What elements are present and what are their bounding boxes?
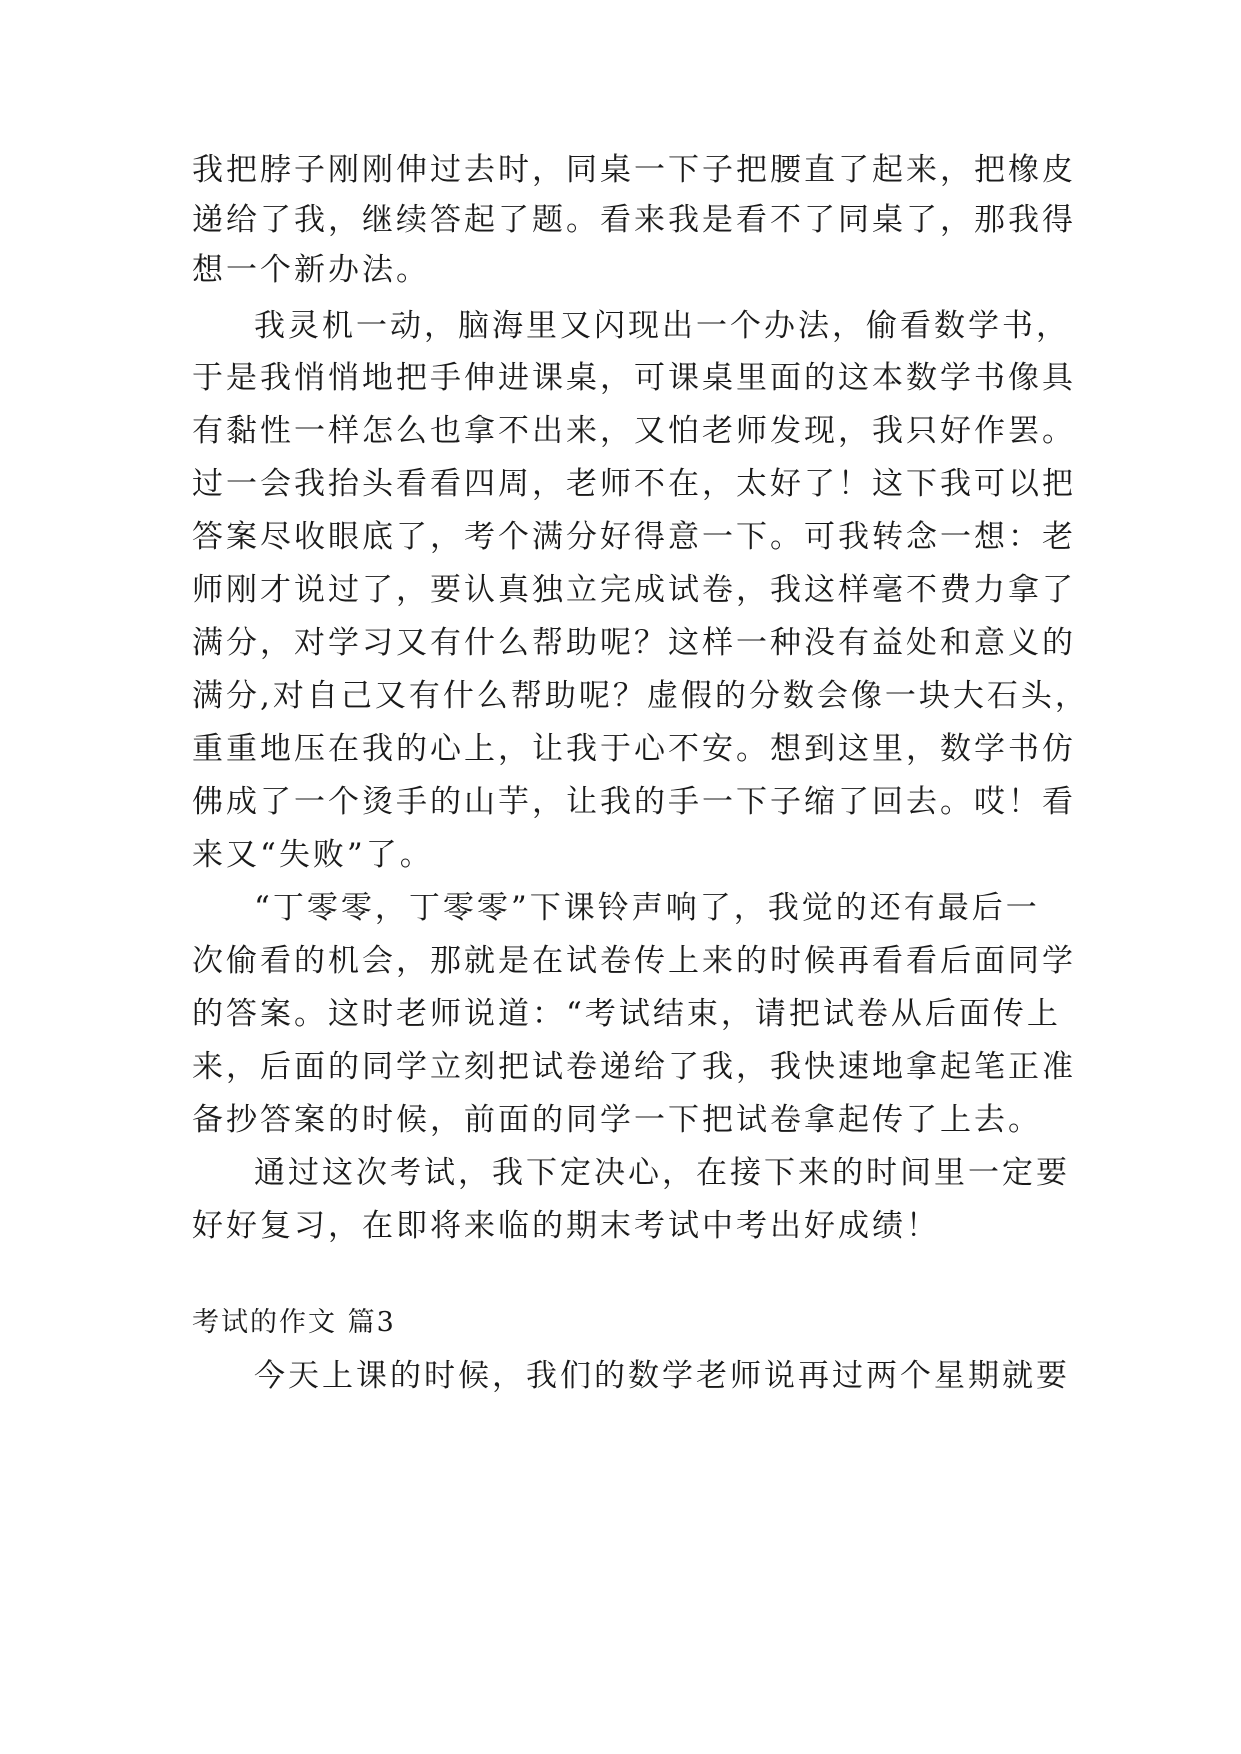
paragraph-first-line: 今天上课的时候，我们的数学老师说再过两个星期就要 (254, 1358, 1070, 1394)
text-line: 想一个新办法。 (192, 252, 430, 288)
text-line: 的答案。这时老师说道：“考试结束，请把试卷从后面传上 (192, 996, 1061, 1032)
paragraph-first-line: “丁零零，丁零零”下课铃声响了，我觉的还有最后一 (254, 890, 1040, 926)
text-line: 我把脖子刚刚伸过去时，同桌一下子把腰直了起来，把橡皮 (192, 152, 1076, 188)
text-line: 有黏性一样怎么也拿不出来，又怕老师发现，我只好作罢。 (192, 413, 1076, 449)
paragraph-first-line: 我灵机一动，脑海里又闪现出一个办法，偷看数学书， (254, 308, 1070, 344)
text-line: 佛成了一个烫手的山芋，让我的手一下子缩了回去。哎！看 (192, 784, 1076, 820)
text-line: 重重地压在我的心上，让我于心不安。想到这里，数学书仿 (192, 731, 1076, 767)
text-line: 来，后面的同学立刻把试卷递给了我，我快速地拿起笔正准 (192, 1049, 1076, 1085)
text-line: 来又“失败”了。 (192, 837, 434, 873)
text-line: 次偷看的机会，那就是在试卷传上来的时候再看看后面同学 (192, 943, 1076, 979)
text-line: 于是我悄悄地把手伸进课桌，可课桌里面的这本数学书像具 (192, 360, 1076, 396)
text-line: 递给了我，继续答起了题。看来我是看不了同桌了，那我得 (192, 202, 1076, 238)
text-line: 师刚才说过了，要认真独立完成试卷，我这样毫不费力拿了 (192, 572, 1076, 608)
text-line: 满分，对学习又有什么帮助呢？这样一种没有益处和意义的 (192, 625, 1076, 661)
text-line: 满分,对自己又有什么帮助呢？虚假的分数会像一块大石头， (192, 678, 1089, 714)
section-heading: 考试的作文 篇3 (192, 1307, 396, 1338)
text-line: 过一会我抬头看看四周，老师不在，太好了！这下我可以把 (192, 466, 1076, 502)
paragraph-first-line: 通过这次考试，我下定决心，在接下来的时间里一定要 (254, 1155, 1070, 1191)
text-line: 备抄答案的时候，前面的同学一下把试卷拿起传了上去。 (192, 1102, 1042, 1138)
text-line: 好好复习，在即将来临的期末考试中考出好成绩！ (192, 1208, 940, 1244)
text-line: 答案尽收眼底了，考个满分好得意一下。可我转念一想：老 (192, 519, 1076, 555)
